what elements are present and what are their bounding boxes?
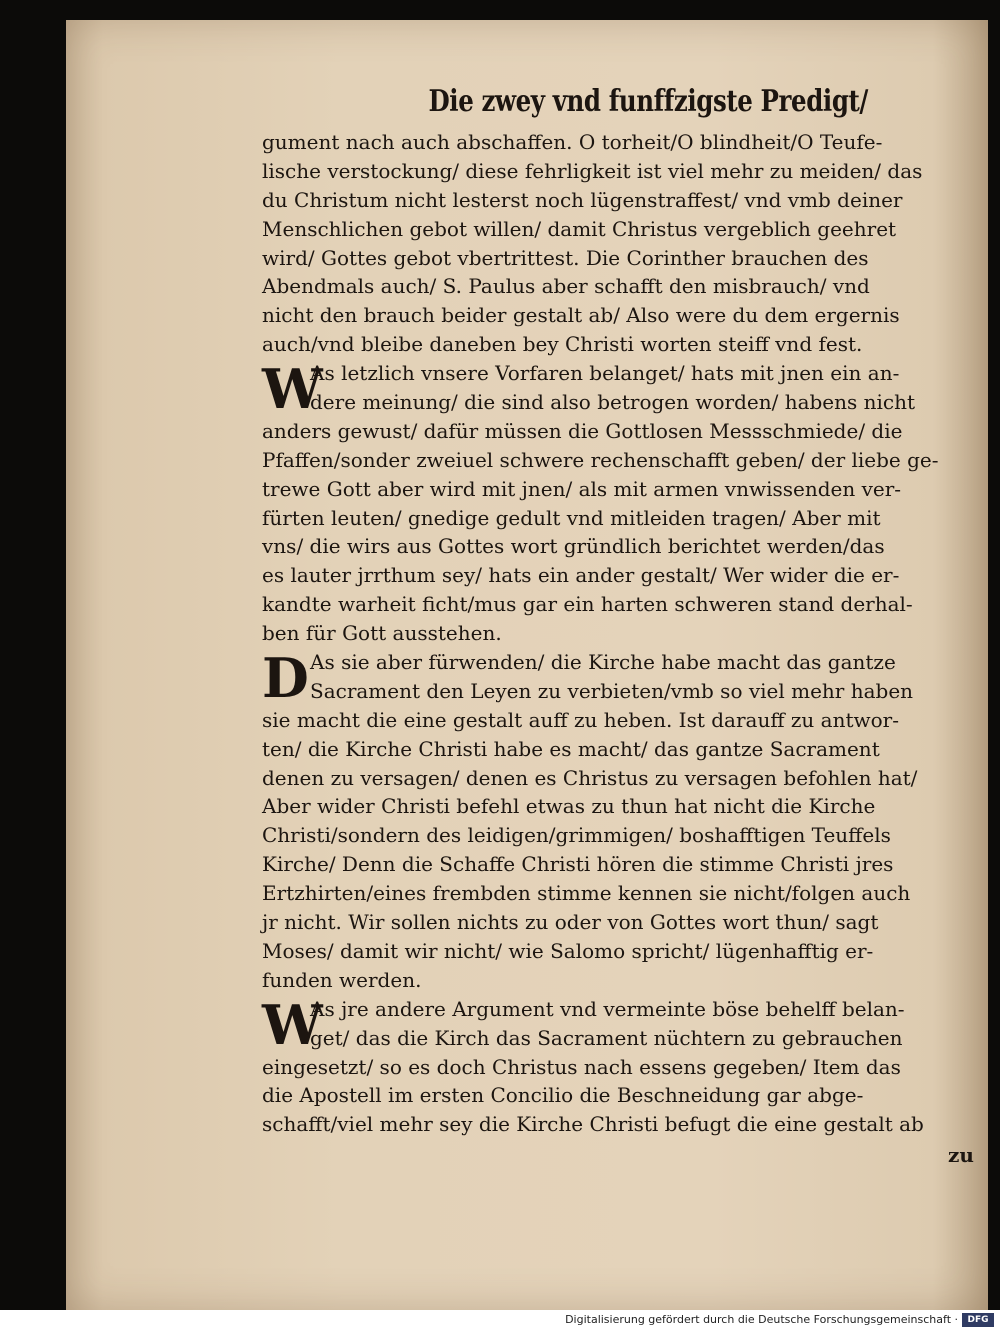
text-line: gument nach auch abschaffen. O torheit/O blindheit/O Teufe- [262, 130, 883, 154]
footer-bar [0, 1310, 1000, 1330]
footer-credit: Digitalisierung gefördert durch die Deutsche Forschungsgemeinschaft · [565, 1313, 958, 1326]
text-line: Abendmals auch/ S. Paulus aber schafft den misbrauch/ vnd [262, 274, 870, 299]
text-line: Ertzhirten/eines frembden stimme kennen sie nicht/folgen auch [262, 881, 911, 906]
text-line: schafft/viel mehr sey die Kirche Christi befugt die eine gestalt ab [262, 1112, 924, 1137]
text-line: nicht den brauch beider gestalt ab/ Also were du dem ergernis [262, 303, 900, 328]
text-line: As sie aber fürwenden/ die Kirche habe macht das gantze [310, 650, 896, 675]
text-line: Pfaffen/sonder zweiuel schwere rechenschafft geben/ der liebe ge- [262, 447, 939, 472]
paragraph-4 [262, 992, 972, 1139]
text-line: fürten leuten/ gnedige gedult vnd mitleiden tragen/ Aber mit [262, 505, 881, 530]
dfg-logo: DFG [962, 1313, 994, 1327]
running-head: Die zwey vnd funffzigste Predigt/ [428, 84, 868, 119]
paragraph-1 [262, 128, 972, 359]
text-line: As jre andere Argument vnd vermeinte böse behelff belan- [310, 996, 905, 1021]
text-line: dere meinung/ die sind also betrogen worden/ habens nicht [310, 390, 916, 415]
text-block [262, 128, 972, 1139]
text-line: lische verstockung/ diese fehrligkeit ist viel mehr zu meiden/ das [262, 158, 923, 183]
text-line: ten/ die Kirche Christi habe es macht/ das gantze Sacrament [262, 736, 880, 761]
text-line: funden werden. [262, 967, 422, 992]
text-line: es lauter jrrthum sey/ hats ein ander gestalt/ Wer wider die er- [262, 563, 900, 588]
text-line: kandte warheit ficht/mus gar ein harten schweren stand derhal- [262, 592, 913, 617]
text-line: Menschlichen gebot willen/ damit Christus vergeblich geehret [262, 216, 897, 241]
paragraph-2 [262, 359, 972, 648]
text-line: Christi/sondern des leidigen/grimmigen/ boshafftigen Teuffels [262, 823, 891, 848]
text-line: denen zu versagen/ denen es Christus zu versagen befohlen hat/ [262, 765, 918, 790]
text-line: Kirche/ Denn die Schaffe Christi hören die stimme Christi jres [262, 852, 894, 877]
paragraph-3 [262, 648, 972, 995]
text-line: trewe Gott aber wird mit jnen/ als mit armen vnwissenden ver- [262, 476, 902, 501]
text-line: vns/ die wirs aus Gottes wort gründlich berichtet werden/das [262, 534, 885, 559]
text-line: Sacrament den Leyen zu verbieten/vmb so viel mehr haben [310, 678, 914, 703]
text-line: sie macht die eine gestalt auff zu heben. Ist darauff zu antwor- [262, 707, 899, 732]
text-line: Moses/ damit wir nicht/ wie Salomo spricht/ lügenhafftig er- [262, 938, 874, 963]
text-line: As letzlich vnsere Vorfaren belanget/ hats mit jnen ein an- [310, 361, 900, 386]
text-line: die Apostell im ersten Concilio die Beschneidung gar abge- [262, 1083, 864, 1108]
text-line: wird/ Gottes gebot vbertrittest. Die Corinther brauchen des [262, 245, 869, 270]
decorated-initial: W [262, 357, 323, 422]
text-line: du Christum nicht lesterst noch lügenstraffest/ vnd vmb deiner [262, 187, 903, 212]
text-line: Aber wider Christi befehl etwas zu thun hat nicht die Kirche [262, 794, 876, 819]
catchword: zu [948, 1143, 974, 1167]
text-line: eingesetzt/ so es doch Christus nach essens gegeben/ Item das [262, 1054, 901, 1079]
decorated-initial: W [262, 992, 323, 1057]
text-line: jr nicht. Wir sollen nichts zu oder von Gottes wort thun/ sagt [262, 910, 879, 935]
text-line: get/ das die Kirch das Sacrament nüchtern zu gebrauchen [310, 1025, 903, 1050]
text-line: ben für Gott ausstehen. [262, 621, 502, 646]
text-line: anders gewust/ dafür müssen die Gottlosen Messschmiede/ die [262, 418, 903, 443]
decorated-initial: D [262, 646, 309, 711]
text-line: auch/vnd bleibe daneben bey Christi worten steiff vnd fest. [262, 332, 863, 357]
